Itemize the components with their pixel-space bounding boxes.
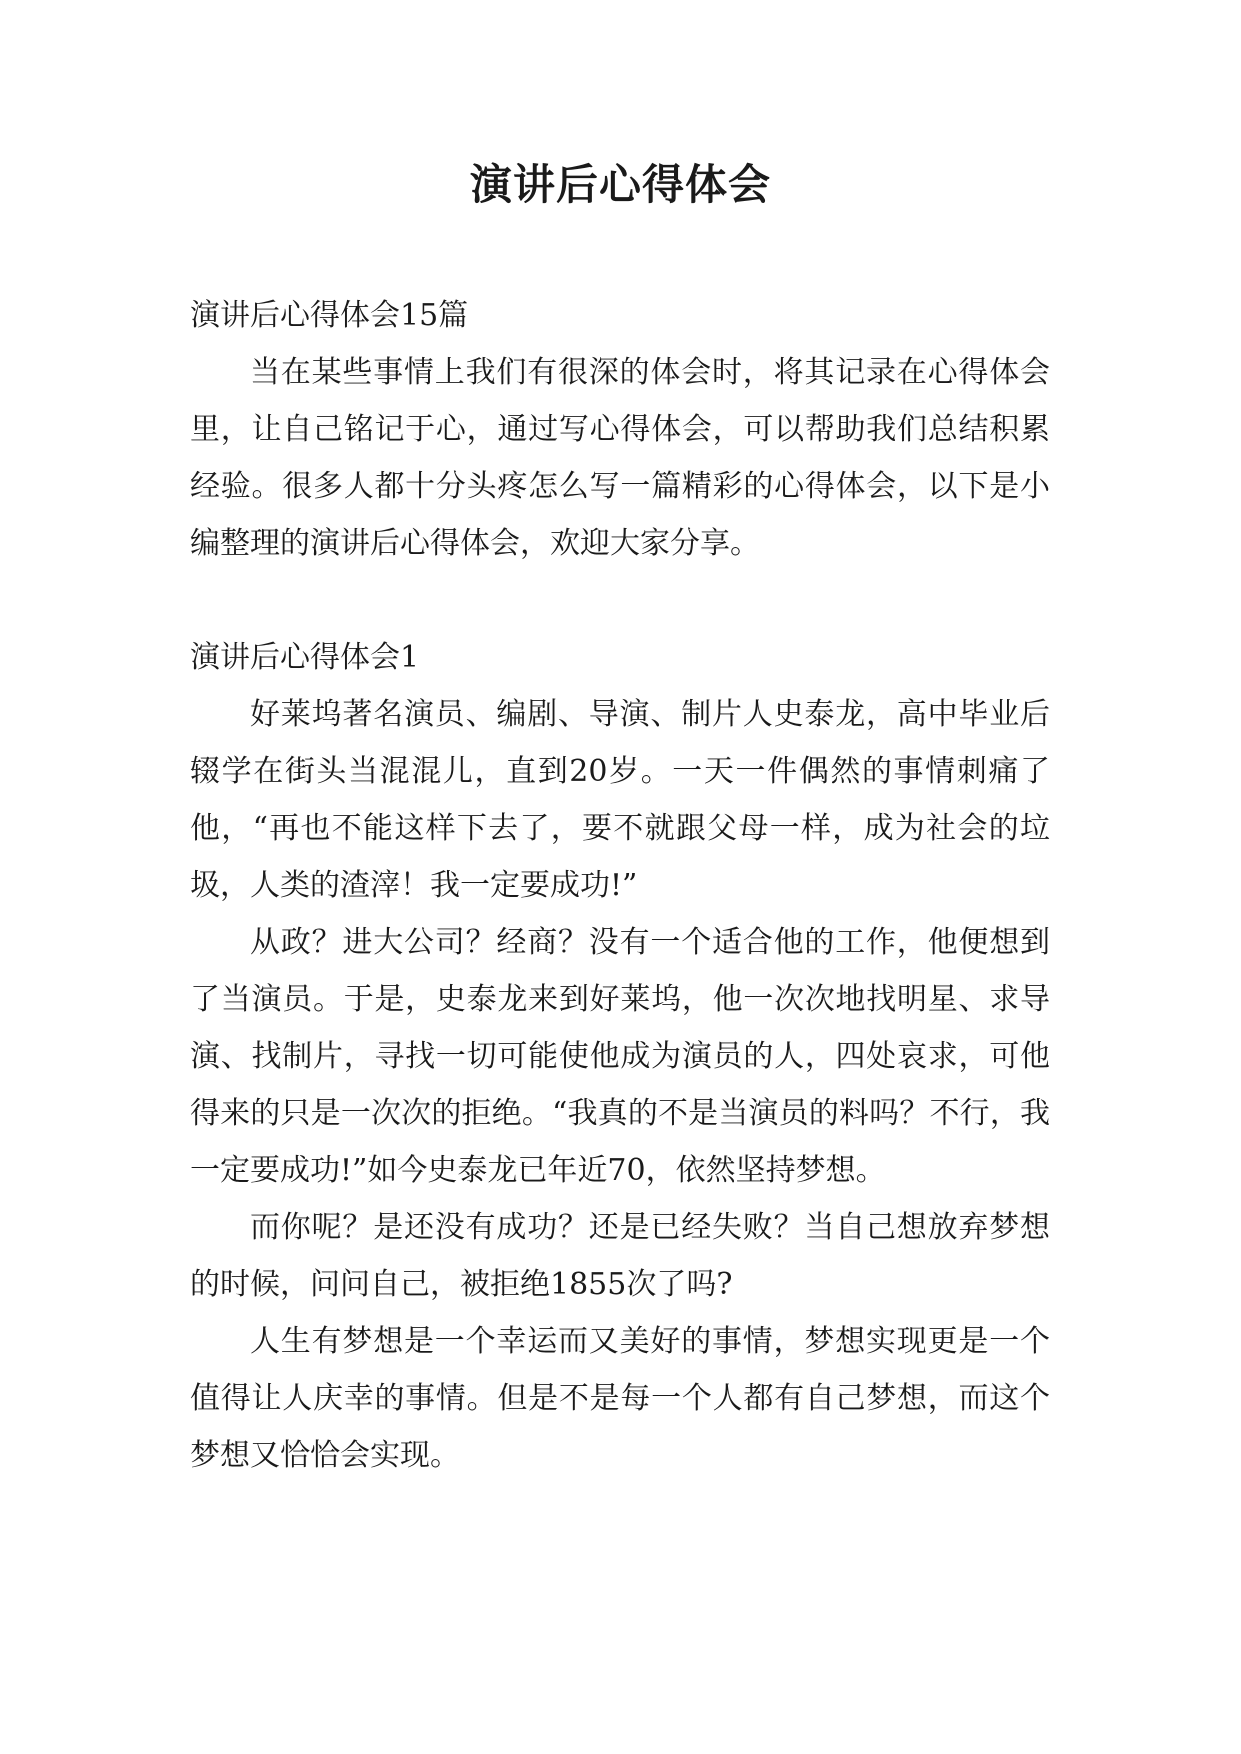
- paragraph: 好莱坞著名演员、编剧、导演、制片人史泰龙，高中毕业后辍学在街头当混混儿，直到20岁。一天一件偶然的事情刺痛了他，“再也不能这样下去了，要不就跟父母一样，成为社会的垃圾，人类的渣滓！我一定要成功!”: [190, 697, 1050, 903]
- document-body: [190, 287, 1050, 1484]
- paragraph: 人生有梦想是一个幸运而又美好的事情，梦想实现更是一个值得让人庆幸的事情。但是不是每一个人都有自己梦想，而这个梦想又恰恰会实现。: [190, 1324, 1050, 1473]
- paragraph: 当在某些事情上我们有很深的体会时，将其记录在心得体会里，让自己铭记于心，通过写心得体会，可以帮助我们总结积累经验。很多人都十分头疼怎么写一篇精彩的心得体会，以下是小编整理的演讲后心得体会，欢迎大家分享。: [190, 355, 1050, 561]
- section-spacer: [190, 572, 1050, 629]
- section-heading: 演讲后心得体会15篇: [190, 298, 469, 333]
- paragraph: 从政？进大公司？经商？没有一个适合他的工作，他便想到了当演员。于是，史泰龙来到好莱坞，他一次次地找明星、求导演、找制片，寻找一切可能使他成为演员的人，四处哀求，可他得来的只是一次次的拒绝。“我真的不是当演员的料吗？不行，我一定要成功!”如今史泰龙已年近70，依然坚持梦想。: [190, 925, 1050, 1188]
- section-heading: 演讲后心得体会1: [190, 640, 420, 675]
- document-title: 演讲后心得体会: [469, 160, 771, 209]
- paragraph: 而你呢？是还没有成功？还是已经失败？当自己想放弃梦想的时候，问问自己，被拒绝1855次了吗?: [190, 1210, 1050, 1302]
